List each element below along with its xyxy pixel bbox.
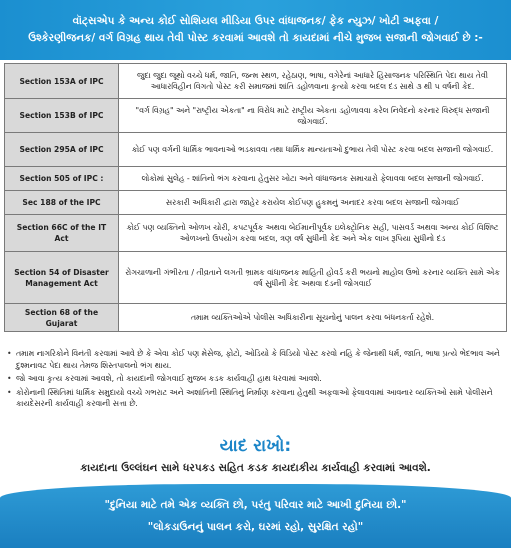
table-row bbox=[5, 215, 507, 252]
header-line-1: વૉટ્સએપ કે અન્ય કોઈ સોશિયલ મીડિયા ઉપર વાંધાજનક/ ફેક ન્યુઝ/ ખોટી અફવા / bbox=[72, 15, 439, 27]
section-cell: Section 68 of the Gujarat bbox=[5, 304, 119, 332]
legal-warning: કાયદાના ઉલ્લંઘન સામે ધરપકડ સહિત કડક કાયદાકીય કાર્યવાહી કરવામાં આવશે. bbox=[80, 462, 431, 474]
footer-quote-2: "લોકડાઉનનું પાલન કરો, ઘરમાં રહો, સુરક્ષિત રહો" bbox=[147, 521, 364, 533]
section-cell: Section 153B of IPC bbox=[5, 99, 119, 133]
table-row bbox=[5, 167, 507, 191]
section-cell: Sec 188 of the IPC bbox=[5, 191, 119, 215]
list-item: • તમામ નાગરિકોને વિનંતી કરવામાં આવે છે કે એવા કોઈ પણ મેસેજ, ફોટો, ઓડિયો કે વિડિયો પોસ્ટ કરવો નહિ કે જેનાથી ધર્મ, જાતિ, ભાષા પ્રત્યે ભેદભાવ અને દુશ્મનાવટ પેદા થાય તેમજ શિસ્તપાલનો ભંગ થાય. bbox=[6, 348, 505, 371]
section-cell: Section 153A of IPC bbox=[5, 64, 119, 99]
table-row bbox=[5, 133, 507, 167]
description-cell: કોઈ પણ વર્ગની ધાર્મિક ભાવનાઓ ભડકાવવા તથા ધાર્મિક માન્યતાઓ દુભાય તેવી પોસ્ટ કરવા બદલ સજાની જોગવાઈ. bbox=[119, 133, 507, 167]
section-cell: Section 66C of the IT Act bbox=[5, 215, 119, 252]
table-row bbox=[5, 64, 507, 99]
description-cell: કોઈ પણ વ્યક્તિનો ઓળખ ચોરી, કપટપૂર્વક અથવા બેઈમાનીપૂર્વક ઇલેક્ટ્રોનિક સહી, પાસવર્ડ અથવા અન્ય કોઈ વિશિષ્ટ ઓળખનો ઉપયોગ કરવા બદલ, ત્રણ વર્ષ સુધીની કેદ અને એક લાખ રૂપિયા સુધીનો દંડ bbox=[119, 215, 507, 252]
remember-heading: યાદ રાખો: bbox=[219, 436, 292, 456]
footer-banner bbox=[0, 484, 511, 548]
description-cell: તમામ વ્યક્તિઓએ પોલીસ અધિકારીના સૂચનોનું પાલન કરવા બંધનકર્તા રહેશે. bbox=[119, 304, 507, 332]
list-item: • જો આવા કૃત્ય કરવામાં આવશે, તો કાયદાની જોગવાઈ મુજબ કડક કાર્યવાહી હાથ ધરવામાં આવશે. bbox=[6, 373, 505, 385]
header-line-2: ઉશ્કેરણીજનક/ વર્ગ વિગ્રહ થાય તેવી પોસ્ટ કરવામાં આવશે તો કાયદામાં નીચે મુજબ સજાની જોગવાઈ છે :- bbox=[28, 32, 483, 44]
list-item: • કોરોનાની સ્થિતિમાં ધાર્મિક સમુદાયો વચ્ચે ગભરાટ અને અશાંતિની સ્થિતિનું નિર્માણ કરવાના હેતુથી અફવાઓ ફેલાવવામાં આવનાર વ્યક્તિઓ સામે પોલીસને કાયદેસરની કાર્યવાહી કરવાની સત્તા છે. bbox=[6, 387, 505, 410]
table-row bbox=[5, 252, 507, 304]
section-cell: Section 54 of Disaster Management Act bbox=[5, 252, 119, 304]
table-row bbox=[5, 191, 507, 215]
table-row bbox=[5, 99, 507, 133]
advisory-list bbox=[6, 348, 505, 412]
description-cell: જુદા જુદા જૂથો વચ્ચે ધર્મ, જાતિ, જન્મ સ્થળ, રહેઠાણ, ભાષા, વગેરેનાં આધારે હિંસાજનક પરિસ્થિતિ પેદા થાય તેવી આધારવિહીન વિગતો પોસ્ટ કરી સમાજમાં શાંતિ ડહોળવાના કૃત્યો કરવા બદલ દંડ સાથે ૩ થી ૫ વર્ષની કેદ. bbox=[119, 64, 507, 99]
description-cell: સરકારી અધિકારી દ્વારા જાહેર કરાયેલ કોઈપણ હુકમનું અનાદર કરવા બદલ સજાની જોગવાઈ bbox=[119, 191, 507, 215]
section-cell: Section 505 of IPC : bbox=[5, 167, 119, 191]
description-cell: લોકોમાં સુલેહ - શાંતિનો ભંગ કરવાના હેતુસર ખોટા અને વાંધાજનક સમાચારો ફેલાવવા બદલ સજાની જોગવાઈ. bbox=[119, 167, 507, 191]
table-row bbox=[5, 304, 507, 332]
section-cell: Section 295A of IPC bbox=[5, 133, 119, 167]
description-cell: રોગચાળાની ગંભીરતા / તીવ્રતાને લગતી ભ્રામક વાંધાજનક માહિતી હોવર્ડ કરી ભયનો માહોલ ઉભો કરનાર વ્યક્તિ સામે એક વર્ષ સુધીની કેદ અથવા દંડની જોગવાઈ bbox=[119, 252, 507, 304]
header-banner bbox=[0, 0, 511, 60]
footer-quote-1: "દુનિયા માટે તમે એક વ્યક્તિ છો, પરંતુ પરિવાર માટે આખી દુનિયા છો." bbox=[104, 499, 407, 511]
law-sections-table bbox=[4, 63, 507, 332]
description-cell: "વર્ગ વિગ્રહ" અને "રાષ્ટ્રીય એકતા" ના વિરોધ માટે રાષ્ટ્રીય એકતા ડહોળાવવા કરેલ નિવેદનો કરનાર વિરુદ્ધ સજાની જોગવાઈ. bbox=[119, 99, 507, 133]
